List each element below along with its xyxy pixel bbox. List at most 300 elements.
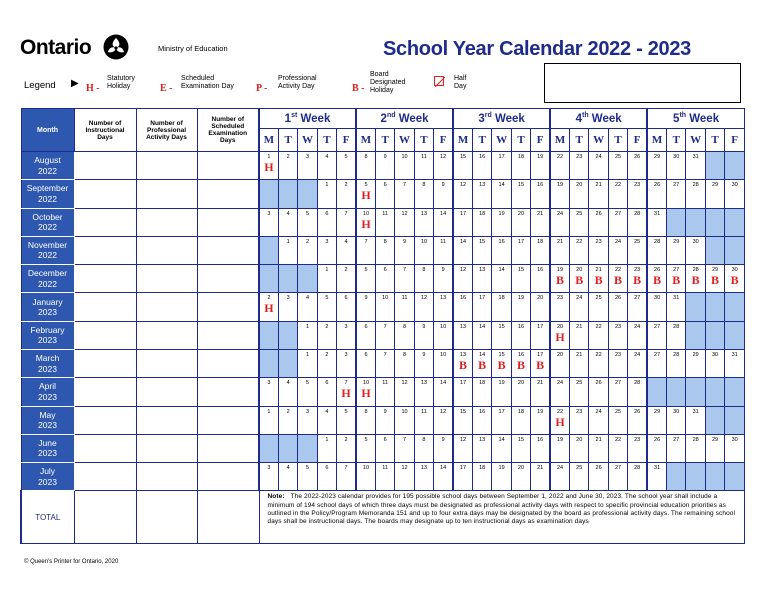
- legend-text-board: Board Designated Holiday: [370, 71, 406, 94]
- day-number: 21: [595, 267, 602, 274]
- day-cell: [298, 208, 317, 236]
- day-cell: [472, 463, 491, 491]
- day-code-marker: H: [361, 188, 371, 203]
- day-number: 23: [614, 323, 622, 330]
- day-number: 21: [556, 238, 564, 245]
- day-cell: [395, 208, 414, 236]
- day-cell: [414, 434, 433, 462]
- day-cell: [356, 208, 375, 236]
- day-cell: [511, 152, 530, 180]
- day-cell: [414, 236, 433, 264]
- professional-days-header: Number of Professional Activity Days: [136, 109, 197, 152]
- day-count-cell[interactable]: [197, 434, 259, 462]
- day-cell: [589, 293, 608, 321]
- day-number: 17: [498, 408, 505, 415]
- month-row: [21, 321, 745, 349]
- day-count-cell[interactable]: [197, 236, 259, 264]
- week-1-header: 1st Week: [259, 109, 356, 129]
- day-cell: [608, 349, 627, 377]
- day-number: 13: [479, 436, 486, 443]
- day-cell: [434, 293, 453, 321]
- day-cell: [550, 349, 569, 377]
- day-number: 23: [556, 295, 564, 302]
- day-cell: [511, 406, 530, 434]
- day-number: 12: [459, 267, 467, 274]
- day-number: 28: [692, 267, 699, 274]
- month-row: [21, 349, 745, 377]
- day-code-marker: H: [361, 216, 371, 231]
- total-count-cell[interactable]: [197, 491, 259, 544]
- day-cell: [278, 378, 297, 406]
- month-label: June 2023: [21, 434, 74, 462]
- empty-day-cell: [686, 463, 705, 491]
- day-cell: [414, 293, 433, 321]
- day-count-cell[interactable]: [197, 321, 259, 349]
- weekday-header: F: [725, 129, 745, 152]
- day-cell: [395, 463, 414, 491]
- day-count-cell[interactable]: [136, 265, 197, 293]
- day-cell: [472, 293, 491, 321]
- day-cell: [356, 463, 375, 491]
- day-count-cell[interactable]: [136, 378, 197, 406]
- day-number: 21: [576, 351, 583, 358]
- empty-day-cell: [725, 378, 745, 406]
- day-number: 19: [556, 182, 564, 189]
- empty-day-cell: [667, 378, 686, 406]
- day-number: 24: [556, 380, 564, 387]
- day-count-cell[interactable]: [74, 378, 136, 406]
- day-number: 8: [403, 351, 407, 358]
- day-number: 28: [634, 210, 641, 217]
- day-number: 14: [498, 267, 505, 274]
- empty-day-cell: [725, 236, 745, 264]
- day-cell: [628, 208, 647, 236]
- day-cell: [608, 293, 627, 321]
- day-number: 17: [537, 323, 544, 330]
- empty-day-cell: [278, 265, 297, 293]
- instructional-days-header: Number of Instructional Days: [74, 109, 136, 152]
- day-cell: [511, 208, 530, 236]
- day-number: 11: [382, 465, 388, 472]
- day-number: 29: [711, 436, 719, 443]
- day-cell: [647, 349, 666, 377]
- day-cell: [628, 265, 647, 293]
- legend-item-board: [352, 78, 365, 96]
- day-number: 27: [614, 380, 622, 387]
- day-number: 10: [420, 238, 428, 245]
- day-cell: [317, 321, 336, 349]
- day-cell: [414, 378, 433, 406]
- day-cell: [725, 434, 745, 462]
- total-count-cell[interactable]: [136, 491, 197, 544]
- day-code-marker: B: [672, 273, 681, 288]
- day-cell: [337, 265, 356, 293]
- day-cell: [725, 180, 745, 208]
- day-number: 13: [420, 210, 428, 217]
- day-cell: [647, 406, 666, 434]
- day-cell: [375, 180, 394, 208]
- day-cell: [414, 349, 433, 377]
- day-number: 10: [401, 154, 408, 160]
- empty-day-cell: [298, 434, 317, 462]
- day-number: 9: [403, 238, 407, 245]
- legend-text-half-day: Half Day: [454, 75, 467, 90]
- day-count-cell[interactable]: [74, 180, 136, 208]
- day-cell: [472, 265, 491, 293]
- day-number: 16: [459, 295, 467, 302]
- day-cell: [492, 434, 511, 462]
- day-cell: [395, 321, 414, 349]
- day-number: 24: [556, 465, 564, 472]
- day-cell: [705, 434, 724, 462]
- month-row: [21, 293, 745, 321]
- day-number: 7: [344, 210, 348, 217]
- day-cell: [667, 180, 686, 208]
- day-number: 20: [517, 465, 525, 472]
- day-cell: [317, 378, 336, 406]
- empty-day-cell: [259, 180, 278, 208]
- weekday-header: W: [395, 129, 414, 152]
- day-count-cell[interactable]: [197, 406, 259, 434]
- day-cell: [511, 349, 530, 377]
- day-number: 20: [537, 295, 544, 302]
- day-cell: [628, 321, 647, 349]
- day-cell: [317, 349, 336, 377]
- day-count-cell[interactable]: [136, 321, 197, 349]
- day-cell: [647, 180, 666, 208]
- day-cell: [531, 265, 550, 293]
- day-number: 13: [479, 182, 486, 189]
- day-count-cell[interactable]: [74, 293, 136, 321]
- day-cell: [434, 180, 453, 208]
- day-number: 7: [403, 436, 407, 443]
- day-count-cell[interactable]: [197, 349, 259, 377]
- empty-day-cell: [686, 293, 705, 321]
- day-number: 10: [362, 380, 370, 387]
- day-number: 14: [498, 436, 505, 443]
- day-count-cell[interactable]: [197, 208, 259, 236]
- day-number: 27: [673, 267, 680, 274]
- day-cell: [686, 434, 705, 462]
- day-number: 1: [325, 267, 329, 274]
- day-number: 17: [498, 154, 505, 160]
- day-count-cell[interactable]: [136, 406, 197, 434]
- day-cell: [337, 406, 356, 434]
- day-number: 30: [654, 295, 661, 302]
- day-number: 2: [344, 267, 348, 274]
- day-number: 16: [517, 323, 525, 330]
- month-label: March 2023: [21, 349, 74, 377]
- day-number: 14: [459, 238, 467, 245]
- day-count-cell[interactable]: [74, 236, 136, 264]
- day-cell: [608, 378, 627, 406]
- day-count-cell[interactable]: [197, 293, 259, 321]
- month-row: [21, 265, 745, 293]
- day-cell: [356, 293, 375, 321]
- day-cell: [434, 406, 453, 434]
- day-number: 18: [498, 295, 505, 302]
- day-number: 23: [634, 182, 641, 189]
- empty-day-cell: [705, 378, 724, 406]
- day-cell: [628, 152, 647, 180]
- day-number: 22: [556, 408, 564, 415]
- day-cell: [550, 208, 569, 236]
- empty-day-cell: [259, 321, 278, 349]
- empty-day-cell: [705, 236, 724, 264]
- day-cell: [511, 236, 530, 264]
- day-cell: [259, 208, 278, 236]
- empty-day-cell: [647, 378, 666, 406]
- month-row: [21, 406, 745, 434]
- day-number: 7: [383, 351, 387, 358]
- empty-day-cell: [725, 208, 745, 236]
- day-cell: [356, 265, 375, 293]
- day-cell: [589, 208, 608, 236]
- day-number: 19: [556, 267, 564, 274]
- day-number: 21: [537, 465, 544, 472]
- day-code-marker: H: [264, 301, 274, 316]
- day-count-cell[interactable]: [74, 406, 136, 434]
- day-number: 13: [440, 295, 447, 302]
- empty-day-cell: [686, 321, 705, 349]
- day-number: 25: [614, 408, 622, 415]
- day-cell: [356, 406, 375, 434]
- day-cell: [259, 406, 278, 434]
- day-cell: [317, 434, 336, 462]
- day-count-cell[interactable]: [197, 265, 259, 293]
- day-cell: [589, 265, 608, 293]
- day-count-cell[interactable]: [136, 236, 197, 264]
- day-number: 15: [517, 436, 525, 443]
- day-number: 26: [614, 295, 622, 302]
- day-cell: [570, 152, 589, 180]
- day-number: 8: [422, 436, 426, 443]
- day-number: 3: [267, 210, 271, 217]
- day-cell: [589, 349, 608, 377]
- day-cell: [434, 321, 453, 349]
- weekday-header: T: [570, 129, 589, 152]
- day-number: 17: [459, 380, 467, 387]
- day-number: 30: [692, 238, 699, 245]
- day-cell: [375, 236, 394, 264]
- day-number: 6: [364, 323, 368, 330]
- day-number: 31: [654, 465, 661, 472]
- day-cell: [472, 236, 491, 264]
- day-cell: [550, 321, 569, 349]
- day-number: 22: [614, 436, 622, 443]
- day-number: 23: [614, 351, 622, 358]
- day-cell: [531, 180, 550, 208]
- day-number: 12: [401, 465, 408, 472]
- empty-day-cell: [298, 265, 317, 293]
- day-cell: [647, 152, 666, 180]
- day-number: 21: [537, 210, 544, 217]
- day-cell: [550, 434, 569, 462]
- day-number: 16: [537, 182, 544, 189]
- day-count-cell[interactable]: [74, 434, 136, 462]
- day-cell: [375, 406, 394, 434]
- day-count-cell[interactable]: [74, 321, 136, 349]
- day-number: 15: [459, 408, 467, 415]
- day-code-marker: B: [653, 273, 662, 288]
- day-cell: [511, 293, 530, 321]
- examination-days-header: Number of Scheduled Examination Days: [197, 109, 259, 152]
- weekday-header: F: [337, 129, 356, 152]
- day-number: 19: [498, 210, 505, 217]
- day-number: 11: [382, 210, 388, 217]
- day-cell: [375, 265, 394, 293]
- day-number: 2: [325, 323, 329, 330]
- empty-day-cell: [259, 265, 278, 293]
- day-cell: [667, 321, 686, 349]
- day-number: 11: [421, 408, 427, 415]
- day-cell: [589, 236, 608, 264]
- month-label: November 2022: [21, 236, 74, 264]
- day-number: 3: [267, 380, 271, 387]
- day-number: 29: [654, 408, 661, 415]
- weekday-header: T: [667, 129, 686, 152]
- day-cell: [647, 236, 666, 264]
- day-cell: [395, 236, 414, 264]
- day-number: 18: [479, 210, 486, 217]
- day-cell: [550, 265, 569, 293]
- day-number: 27: [673, 182, 680, 189]
- day-count-cell[interactable]: [74, 463, 136, 491]
- day-number: 30: [731, 267, 738, 274]
- day-cell: [472, 180, 491, 208]
- day-number: 3: [305, 154, 310, 160]
- day-count-cell[interactable]: [74, 208, 136, 236]
- day-number: 6: [383, 267, 387, 274]
- day-count-cell[interactable]: [197, 152, 259, 180]
- day-number: 27: [634, 295, 641, 302]
- day-count-cell[interactable]: [136, 180, 197, 208]
- day-cell: [550, 236, 569, 264]
- day-cell: [647, 434, 666, 462]
- day-count-cell[interactable]: [74, 265, 136, 293]
- day-number: 27: [614, 465, 622, 472]
- day-cell: [395, 378, 414, 406]
- month-label: September 2022: [21, 180, 74, 208]
- day-count-cell[interactable]: [136, 208, 197, 236]
- day-number: 13: [420, 465, 428, 472]
- month-row: [21, 463, 745, 491]
- day-cell: [589, 378, 608, 406]
- day-cell: [647, 293, 666, 321]
- day-number: 30: [731, 182, 738, 189]
- day-count-cell[interactable]: [136, 434, 197, 462]
- weekday-header: M: [453, 129, 472, 152]
- day-number: 5: [325, 295, 329, 302]
- day-cell: [550, 378, 569, 406]
- day-cell: [356, 349, 375, 377]
- day-count-cell[interactable]: [197, 378, 259, 406]
- day-cell: [667, 349, 686, 377]
- day-number: 7: [364, 238, 368, 245]
- day-number: 27: [654, 351, 661, 358]
- day-number: 9: [441, 267, 445, 274]
- day-count-cell[interactable]: [136, 152, 197, 180]
- day-number: 20: [517, 210, 525, 217]
- empty-day-cell: [686, 378, 705, 406]
- day-number: 23: [634, 267, 641, 274]
- day-number: 25: [576, 465, 583, 472]
- day-code-marker: B: [691, 273, 700, 288]
- day-cell: [395, 293, 414, 321]
- day-number: 30: [711, 351, 719, 358]
- day-number: 16: [537, 267, 544, 274]
- ontario-logo-text: Ontario: [20, 36, 92, 59]
- day-number: 9: [441, 436, 445, 443]
- day-cell: [278, 208, 297, 236]
- day-cell: [608, 152, 627, 180]
- day-count-cell[interactable]: [74, 152, 136, 180]
- day-cell: [337, 180, 356, 208]
- day-cell: [686, 180, 705, 208]
- day-number: 4: [344, 238, 348, 245]
- day-count-cell[interactable]: [74, 349, 136, 377]
- day-count-cell[interactable]: [136, 463, 197, 491]
- day-number: 17: [537, 351, 544, 358]
- day-cell: [589, 321, 608, 349]
- day-count-cell[interactable]: [197, 180, 259, 208]
- day-number: 13: [479, 267, 486, 274]
- day-number: 10: [401, 408, 408, 415]
- day-cell: [298, 236, 317, 264]
- day-number: 28: [673, 323, 680, 330]
- week-2-header: 2nd Week: [356, 109, 453, 129]
- weekday-header: T: [375, 129, 394, 152]
- day-number: 6: [383, 182, 387, 189]
- day-number: 5: [305, 210, 310, 217]
- day-cell: [628, 180, 647, 208]
- day-number: 12: [440, 408, 447, 415]
- day-cell: [337, 293, 356, 321]
- total-count-cell[interactable]: [74, 491, 136, 544]
- day-number: 23: [576, 408, 583, 415]
- day-cell: [531, 236, 550, 264]
- day-number: 25: [614, 154, 622, 160]
- day-number: 15: [517, 267, 525, 274]
- day-count-cell[interactable]: [136, 349, 197, 377]
- legend-label: Legend: [24, 80, 56, 91]
- day-number: 19: [498, 465, 505, 472]
- day-number: 12: [420, 295, 428, 302]
- day-number: 7: [344, 380, 348, 387]
- day-number: 3: [305, 408, 310, 415]
- day-cell: [356, 378, 375, 406]
- day-number: 7: [403, 182, 407, 189]
- day-number: 4: [305, 295, 310, 302]
- day-cell: [628, 293, 647, 321]
- day-number: 6: [364, 351, 368, 358]
- day-number: 25: [576, 380, 583, 387]
- day-cell: [337, 378, 356, 406]
- day-count-cell[interactable]: [136, 293, 197, 321]
- day-cell: [375, 208, 394, 236]
- day-count-cell[interactable]: [197, 463, 259, 491]
- day-number: 10: [382, 295, 389, 302]
- day-number: 8: [364, 154, 368, 160]
- blank-info-box: [544, 63, 741, 103]
- day-number: 8: [422, 182, 426, 189]
- day-cell: [395, 434, 414, 462]
- day-cell: [298, 293, 317, 321]
- legend-text-exam: Scheduled Examination Day: [181, 75, 234, 90]
- legend-text-statutory: Statutory Holiday: [107, 75, 136, 90]
- day-number: 10: [362, 465, 370, 472]
- page-title: School Year Calendar 2022 - 2023: [383, 38, 691, 60]
